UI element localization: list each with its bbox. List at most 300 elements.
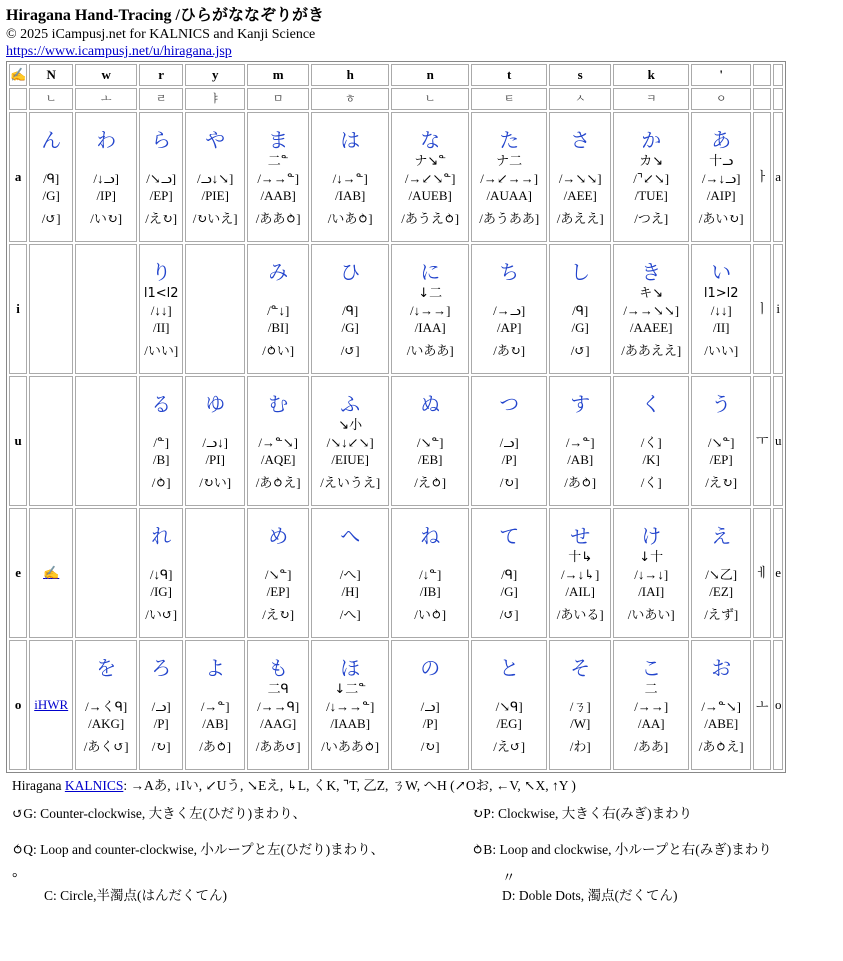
stroke-code: /いああ⥁] xyxy=(321,738,380,754)
row-label: o xyxy=(9,640,27,770)
kana-character[interactable]: こ xyxy=(641,655,662,680)
column-hangul: ㄴ xyxy=(29,88,73,110)
kana-character[interactable]: ん xyxy=(41,127,62,152)
page-title: Hiragana Hand-Tracing /ひらがななぞりがき xyxy=(6,7,324,24)
kana-character[interactable]: う xyxy=(711,391,732,416)
stroke-code: /→→ᓐ] xyxy=(257,170,300,186)
kana-cell xyxy=(29,640,73,770)
stroke-code: /いあ⥁] xyxy=(327,210,373,226)
column-hangul: ㅇ xyxy=(691,88,751,110)
column-hangul: ㅋ xyxy=(613,88,689,110)
column-hangul: ㅅ xyxy=(549,88,611,110)
kana-cell[interactable] xyxy=(311,112,389,242)
kana-cell[interactable] xyxy=(311,508,389,638)
stroke-code: /あ⥁] xyxy=(564,474,597,490)
stroke-code: /K] xyxy=(642,451,660,467)
stroke-code: /く] xyxy=(640,474,662,490)
stroke-hint xyxy=(550,682,610,698)
kana-cell xyxy=(29,508,73,638)
stroke-hint: ↓二ᓐ xyxy=(334,681,367,697)
stroke-code: /PIE] xyxy=(201,187,229,203)
stroke-hint: カ↘ xyxy=(639,153,664,169)
stroke-code: /⥁い] xyxy=(262,342,295,358)
kana-cell[interactable] xyxy=(471,640,547,770)
stroke-code: /↘ᓐ] xyxy=(264,566,292,582)
stroke-code: /AAEE] xyxy=(629,319,673,335)
stroke-code: /ᑫ] xyxy=(342,302,359,318)
kana-cell[interactable] xyxy=(185,640,245,770)
stroke-code: /い⥁] xyxy=(414,606,447,622)
kana-cell[interactable] xyxy=(139,244,183,374)
table-row xyxy=(9,112,783,242)
row-label: a xyxy=(9,112,27,242)
stroke-code: /↓ᓗ] xyxy=(93,170,119,186)
copyright: © 2025 iCampusj.net for KALNICS and Kanji Science xyxy=(6,27,316,42)
double-dot-mark-icon: 〃 xyxy=(502,870,516,885)
stroke-code: /P] xyxy=(153,715,169,731)
stroke-hint xyxy=(248,418,308,434)
stroke-code: /ᑫ] xyxy=(572,302,589,318)
stroke-code: /↻] xyxy=(151,738,171,754)
kana-cell[interactable] xyxy=(139,508,183,638)
hdr-blank-2 xyxy=(773,88,783,110)
kana-cell[interactable] xyxy=(391,244,469,374)
stroke-code: /→↙↘ᓐ] xyxy=(404,170,456,186)
stroke-hint xyxy=(472,682,546,698)
corner-pencil-icon[interactable]: ✍ xyxy=(9,64,27,86)
stroke-code: /↻] xyxy=(420,738,440,754)
stroke-code: /えいうえ] xyxy=(320,474,381,490)
hangul-vowel: ㅗ xyxy=(753,640,771,770)
kana-character[interactable]: お xyxy=(711,655,732,680)
kana-character[interactable]: た xyxy=(499,127,520,152)
kana-character[interactable]: く xyxy=(641,391,662,416)
stroke-code: /ᑫ] xyxy=(43,170,60,186)
column-header: h xyxy=(311,64,389,86)
ihwr-link[interactable]: iHWR xyxy=(34,697,69,712)
stroke-code: /H] xyxy=(341,583,359,599)
kana-character[interactable]: り xyxy=(151,259,172,284)
stroke-hint xyxy=(550,154,610,170)
stroke-code: /↺] xyxy=(570,342,590,358)
stroke-code: /PI] xyxy=(205,451,225,467)
stroke-code: /ああ] xyxy=(634,738,669,754)
stroke-hint xyxy=(692,418,750,434)
kana-cell[interactable] xyxy=(29,112,73,242)
legend-q: ⥀Q: Loop and counter-clockwise, 小ループと左(ひだり)まわり、 xyxy=(12,842,385,857)
kana-character[interactable]: に xyxy=(420,259,441,284)
kana-character[interactable]: る xyxy=(151,391,172,416)
hangul-vowel: ㅔ xyxy=(753,508,771,638)
stroke-code: /TUE] xyxy=(634,187,668,203)
stroke-hint: l1<l2 xyxy=(143,285,179,301)
kana-cell[interactable] xyxy=(691,640,751,770)
kana-cell[interactable] xyxy=(185,112,245,242)
kana-cell[interactable] xyxy=(311,376,389,506)
stroke-code: /↘↓↙↘] xyxy=(326,434,374,450)
stroke-hint xyxy=(692,550,750,566)
hdr-blank-2 xyxy=(773,64,783,86)
hiragana-table xyxy=(6,61,786,773)
stroke-code: /EZ] xyxy=(709,583,734,599)
stroke-code: /AAB] xyxy=(260,187,296,203)
kana-character[interactable]: あ xyxy=(711,127,732,152)
kana-character[interactable]: け xyxy=(641,523,662,548)
kana-cell[interactable] xyxy=(691,376,751,506)
stroke-code: /IAA] xyxy=(414,319,446,335)
kana-character[interactable]: も xyxy=(268,655,289,680)
stroke-code: /い↻] xyxy=(90,210,123,226)
kana-character[interactable]: ね xyxy=(420,523,441,548)
column-hangul: ㅑ xyxy=(185,88,245,110)
kana-cell[interactable] xyxy=(139,376,183,506)
kana-character[interactable]: と xyxy=(499,655,520,680)
stroke-code: /いあい] xyxy=(627,606,675,622)
stroke-code: /→↓ᓗ] xyxy=(701,170,741,186)
kana-cell[interactable] xyxy=(613,244,689,374)
kana-cell[interactable] xyxy=(471,508,547,638)
row-label: e xyxy=(9,508,27,638)
kana-character[interactable]: て xyxy=(499,523,520,548)
kana-character[interactable]: の xyxy=(420,655,441,680)
stroke-code: /P] xyxy=(422,715,438,731)
kana-character[interactable]: せ xyxy=(570,523,591,548)
legend-stroke-codes: : →Aあ, ↓Iい, ↙Uう, ↘Eえ, ↳L, くK, ⌝T, 乙Z, ㄋW, へH (↗Oお, ←V, ↖X, ↑Y ) xyxy=(123,778,576,793)
stroke-code: /→→] xyxy=(634,698,669,714)
stroke-hint xyxy=(140,682,182,698)
kana-cell[interactable] xyxy=(391,640,469,770)
kana-character[interactable]: わ xyxy=(96,127,117,152)
kana-character[interactable]: は xyxy=(340,127,361,152)
stroke-code: /ᓗ] xyxy=(420,698,440,714)
stroke-code: /いい] xyxy=(704,342,739,358)
stroke-code: /AB] xyxy=(202,715,229,731)
kana-character[interactable]: ひ xyxy=(340,259,361,284)
table-row xyxy=(9,640,783,770)
kana-character[interactable]: み xyxy=(268,259,289,284)
stroke-hint xyxy=(312,286,388,302)
stroke-hint xyxy=(76,682,136,698)
stroke-code: /→↙→→] xyxy=(480,170,539,186)
kana-cell[interactable] xyxy=(691,244,751,374)
kana-character[interactable]: ぬ xyxy=(420,391,441,416)
kana-character[interactable]: し xyxy=(570,259,591,284)
column-header: s xyxy=(549,64,611,86)
stroke-code: /EIUE] xyxy=(331,451,369,467)
kana-cell[interactable] xyxy=(75,112,137,242)
column-header: k xyxy=(613,64,689,86)
kana-character[interactable]: な xyxy=(420,127,441,152)
stroke-code: /G] xyxy=(500,583,518,599)
stroke-code: /あ⥁え] xyxy=(698,738,744,754)
kana-cell[interactable] xyxy=(139,112,183,242)
stroke-hint: 二 xyxy=(644,681,658,697)
kalnics-link[interactable]: KALNICS xyxy=(64,778,124,793)
kana-character[interactable]: む xyxy=(268,391,289,416)
stroke-code: /AIP] xyxy=(706,187,736,203)
kana-character[interactable]: よ xyxy=(205,655,226,680)
stroke-code: /II] xyxy=(152,319,170,335)
legend-d: D: Doble Dots, 濁点(だくてん) xyxy=(502,888,678,903)
kana-cell[interactable] xyxy=(691,508,751,638)
stroke-code: /→→ᑫ] xyxy=(257,698,300,714)
stroke-hint xyxy=(550,286,610,302)
row-label-right: e xyxy=(773,508,783,638)
kana-cell[interactable] xyxy=(247,508,309,638)
stroke-code: /II] xyxy=(712,319,730,335)
kana-cell xyxy=(185,244,245,374)
kana-cell[interactable] xyxy=(75,640,137,770)
kana-cell[interactable] xyxy=(613,112,689,242)
legend xyxy=(6,777,837,903)
kana-cell[interactable] xyxy=(613,508,689,638)
column-hangul: ㅗ xyxy=(75,88,137,110)
kana-cell[interactable] xyxy=(391,112,469,242)
kana-cell[interactable] xyxy=(471,244,547,374)
kana-cell[interactable] xyxy=(549,244,611,374)
hangul-vowel: ㅏ xyxy=(753,112,771,242)
stroke-code: /AKG] xyxy=(88,715,125,731)
stroke-hint xyxy=(30,154,72,170)
column-header: y xyxy=(185,64,245,86)
stroke-code: /↓→ᓐ] xyxy=(332,170,368,186)
kana-character[interactable]: す xyxy=(570,391,591,416)
kana-cell[interactable] xyxy=(549,640,611,770)
kana-cell[interactable] xyxy=(311,244,389,374)
stroke-code: /いああ] xyxy=(406,342,454,358)
column-header: t xyxy=(471,64,547,86)
kana-cell xyxy=(29,244,73,374)
kana-character[interactable]: ふ xyxy=(340,391,361,416)
kana-character[interactable]: そ xyxy=(570,655,591,680)
stroke-hint xyxy=(312,550,388,566)
stroke-hint: ナ二 xyxy=(496,153,523,169)
row-label-right: o xyxy=(773,640,783,770)
column-hangul: ㅁ xyxy=(247,88,309,110)
stroke-code: /AUAA] xyxy=(486,187,532,203)
kana-character[interactable]: い xyxy=(711,259,732,284)
column-header: w xyxy=(75,64,137,86)
site-link[interactable]: https://www.icampusj.net/u/hiragana.jsp xyxy=(6,44,232,59)
stroke-hint xyxy=(186,418,244,434)
kana-cell[interactable] xyxy=(311,640,389,770)
row-label-right: a xyxy=(773,112,783,242)
table-row xyxy=(9,376,783,506)
kana-character[interactable]: れ xyxy=(151,523,172,548)
kana-character[interactable]: め xyxy=(268,523,289,548)
stroke-code: /え↺] xyxy=(493,738,526,754)
stroke-code: /↘乙] xyxy=(705,566,738,582)
kana-character[interactable]: や xyxy=(205,127,226,152)
stroke-code: /EP] xyxy=(149,187,173,203)
kana-cell[interactable] xyxy=(549,376,611,506)
stroke-hint xyxy=(472,286,546,302)
stroke-code: /→ᓐ] xyxy=(200,698,230,714)
stroke-code: /AQE] xyxy=(260,451,296,467)
column-header: ' xyxy=(691,64,751,86)
stroke-code: /へ] xyxy=(339,606,361,622)
kana-character[interactable]: ま xyxy=(268,127,289,152)
stroke-code: /→↘↘] xyxy=(558,170,602,186)
stroke-code: /い↺] xyxy=(145,606,178,622)
stroke-code: /あええ] xyxy=(556,210,604,226)
kana-cell[interactable] xyxy=(549,112,611,242)
kana-character[interactable]: え xyxy=(711,523,732,548)
column-header: n xyxy=(391,64,469,86)
kana-character[interactable]: へ xyxy=(340,523,361,548)
stroke-code: /↺] xyxy=(41,210,61,226)
stroke-code: /↘ᓐ] xyxy=(707,434,735,450)
stroke-code: /↓↓] xyxy=(710,302,732,318)
kana-character[interactable]: き xyxy=(641,259,662,284)
stroke-hint xyxy=(186,682,244,698)
kana-cell[interactable] xyxy=(247,112,309,242)
stroke-code: /EP] xyxy=(709,451,733,467)
kana-cell[interactable] xyxy=(185,376,245,506)
stroke-code: /↘ᓗ] xyxy=(146,170,177,186)
hdr-blank-1 xyxy=(753,88,771,110)
stroke-hint: l1>l2 xyxy=(703,285,739,301)
stroke-code: /→ᓐ↘] xyxy=(701,698,741,714)
stroke-hint: ↘小 xyxy=(338,417,363,433)
stroke-code: /⥁] xyxy=(151,474,171,490)
stroke-hint xyxy=(472,418,546,434)
kana-cell xyxy=(185,508,245,638)
kana-cell[interactable] xyxy=(391,376,469,506)
stroke-code: /え↻] xyxy=(145,210,178,226)
kana-character[interactable]: ゆ xyxy=(205,391,226,416)
stroke-code: /AAG] xyxy=(260,715,297,731)
stroke-code: /→↓↳] xyxy=(561,566,600,582)
stroke-code: /いい] xyxy=(144,342,179,358)
stroke-code: /ああ⥁] xyxy=(255,210,301,226)
stroke-code: /IAAB] xyxy=(330,715,371,731)
stroke-code: /EP] xyxy=(266,583,290,599)
stroke-hint xyxy=(550,418,610,434)
stroke-code: /え↻] xyxy=(262,606,295,622)
stroke-code: /わ] xyxy=(569,738,591,754)
stroke-code: /EB] xyxy=(417,451,443,467)
kana-cell[interactable] xyxy=(613,376,689,506)
kana-cell[interactable] xyxy=(391,508,469,638)
stroke-hint xyxy=(248,286,308,302)
stroke-hint xyxy=(186,154,244,170)
kana-character[interactable]: ほ xyxy=(340,655,361,680)
stroke-hint: ↓二 xyxy=(418,285,443,301)
stroke-code: /→→↘↘] xyxy=(623,302,680,318)
stroke-code: /⌝↙↘] xyxy=(633,170,670,186)
stroke-code: /IAI] xyxy=(638,583,665,599)
kana-cell[interactable] xyxy=(691,112,751,242)
stroke-hint xyxy=(140,154,182,170)
stroke-hint: 二ᑫ xyxy=(267,681,289,697)
stroke-code: /AEE] xyxy=(563,187,597,203)
pencil-icon[interactable]: ✍ xyxy=(43,565,60,580)
kana-cell[interactable] xyxy=(549,508,611,638)
stroke-hint xyxy=(392,682,468,698)
stroke-hint xyxy=(76,154,136,170)
stroke-hint xyxy=(312,154,388,170)
kana-character[interactable]: ら xyxy=(151,127,172,152)
column-header: m xyxy=(247,64,309,86)
column-hangul: ㄴ xyxy=(391,88,469,110)
kana-character[interactable]: さ xyxy=(570,127,591,152)
stroke-code: /ああ↺] xyxy=(255,738,301,754)
stroke-code: /→ᓐ] xyxy=(565,434,595,450)
kana-cell[interactable] xyxy=(613,640,689,770)
stroke-code: /あいる] xyxy=(556,606,604,622)
stroke-code: /え⥁] xyxy=(414,474,447,490)
kana-cell xyxy=(75,244,137,374)
stroke-hint xyxy=(692,682,750,698)
stroke-hint: 二ᓐ xyxy=(267,153,289,169)
kana-character[interactable]: つ xyxy=(499,391,520,416)
kana-cell xyxy=(75,508,137,638)
stroke-code: /G] xyxy=(42,187,60,203)
kana-cell[interactable] xyxy=(247,244,309,374)
circle-mark-icon: ° xyxy=(12,870,18,885)
stroke-code: /あ⥁え] xyxy=(255,474,301,490)
hangul-vowel: ㅣ xyxy=(753,244,771,374)
stroke-code: /↘ᑫ] xyxy=(495,698,523,714)
kana-character[interactable]: を xyxy=(96,655,117,680)
column-hangul: ㅌ xyxy=(471,88,547,110)
legend-p: ↻P: Clockwise, 大きく右(みぎ)まわり xyxy=(472,806,693,821)
legend-g: ↺G: Counter-clockwise, 大きく左(ひだり)まわり、 xyxy=(12,806,307,821)
kana-character[interactable]: ち xyxy=(499,259,520,284)
stroke-code: /→ᓐ↘] xyxy=(258,434,298,450)
kana-character[interactable]: ろ xyxy=(151,655,172,680)
hangul-corner xyxy=(9,88,27,110)
stroke-code: /→ᓗ] xyxy=(493,302,526,318)
stroke-code: /あい↻] xyxy=(698,210,744,226)
stroke-hint xyxy=(140,550,182,566)
stroke-code: /つえ] xyxy=(634,210,669,226)
stroke-code: /ᓐ] xyxy=(153,434,170,450)
stroke-code: /G] xyxy=(341,319,359,335)
column-hangul: ㅎ xyxy=(311,88,389,110)
kana-cell xyxy=(75,376,137,506)
stroke-hint: ナ↘ᓐ xyxy=(414,153,447,169)
stroke-code: /G] xyxy=(571,319,589,335)
hangul-vowel: ㅜ xyxy=(753,376,771,506)
stroke-code: /↓→→] xyxy=(409,302,451,318)
stroke-hint xyxy=(472,550,546,566)
stroke-code: /↺] xyxy=(499,606,519,622)
stroke-code: /↓→↓] xyxy=(634,566,669,582)
row-label-right: i xyxy=(773,244,783,374)
stroke-hint: キ↘ xyxy=(639,285,664,301)
kana-cell[interactable] xyxy=(139,640,183,770)
kana-cell[interactable] xyxy=(247,376,309,506)
kana-cell[interactable] xyxy=(471,376,547,506)
kana-cell xyxy=(29,376,73,506)
row-label: u xyxy=(9,376,27,506)
kana-cell[interactable] xyxy=(247,640,309,770)
stroke-code: /IP] xyxy=(96,187,116,203)
stroke-hint xyxy=(140,418,182,434)
kana-cell[interactable] xyxy=(471,112,547,242)
kana-character[interactable]: か xyxy=(641,127,662,152)
stroke-code: /↻い] xyxy=(199,474,232,490)
stroke-code: /え↻] xyxy=(705,474,738,490)
stroke-code: /→くᑫ] xyxy=(85,698,128,714)
stroke-code: /↘ᓐ] xyxy=(416,434,444,450)
column-header: N xyxy=(29,64,73,86)
stroke-hint: 十ᓗ xyxy=(709,153,734,169)
stroke-code: /く] xyxy=(640,434,662,450)
stroke-code: /えず] xyxy=(704,606,739,622)
